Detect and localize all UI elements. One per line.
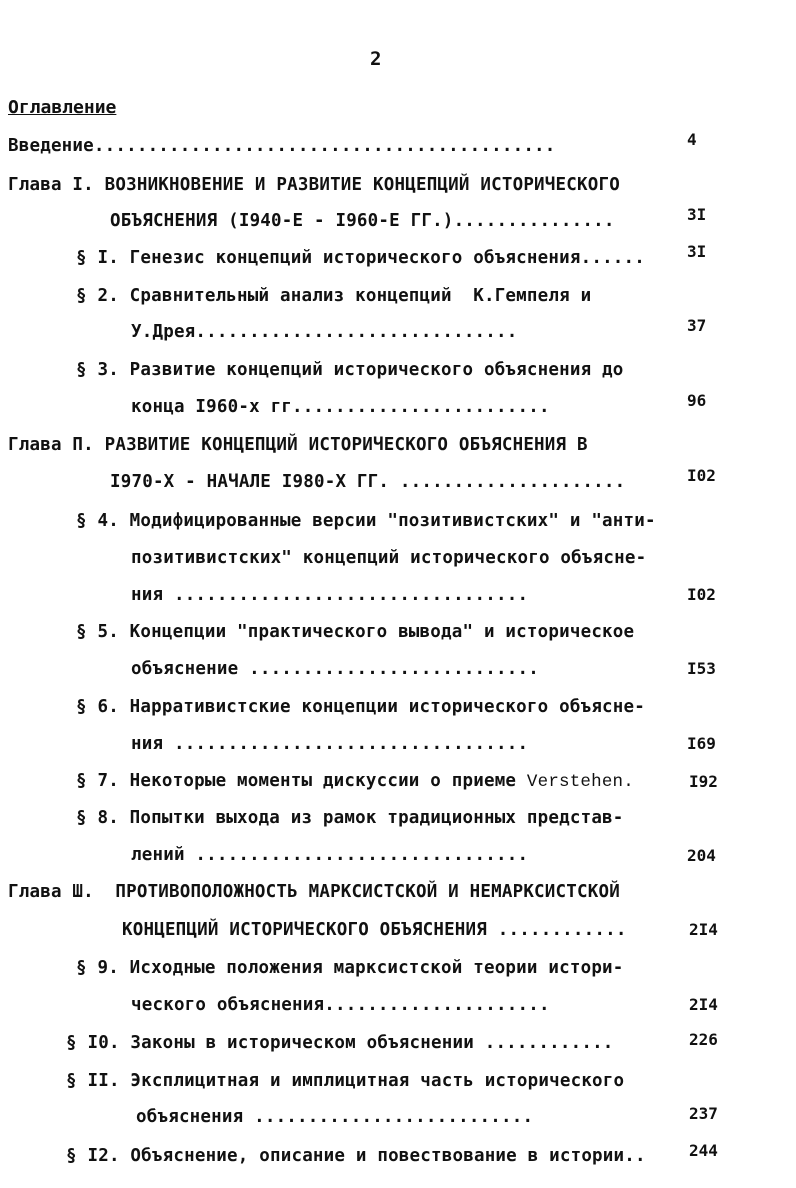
toc-page-section-5: I53 — [687, 659, 716, 678]
toc-page-chapter-2: I02 — [687, 466, 716, 485]
toc-chapter-1-line1: Глава I. ВОЗНИКНОВЕНИЕ И РАЗВИТИЕ КОНЦЕПЦИЙ ИСТОРИЧЕСКОГО — [8, 175, 620, 195]
page-number: 2 — [370, 48, 382, 70]
toc-section-9-line1: § 9. Исходные положения марксистской теории истори- — [76, 958, 624, 978]
toc-chapter-2-line2: I970-Х - НАЧАЛЕ I980-Х ГГ. ..................... — [110, 472, 626, 492]
toc-heading: Оглавление — [8, 97, 117, 118]
toc-page-section-6: I69 — [687, 734, 716, 753]
toc-section-3-line1: § 3. Развитие концепций исторического объяснения до — [76, 360, 624, 380]
toc-chapter-3-line1: Глава Ш. ПРОТИВОПОЛОЖНОСТЬ МАРКСИСТСКОЙ И НЕМАРКСИСТСКОЙ — [8, 882, 620, 902]
toc-chapter-3-line2: КОНЦЕПЦИЙ ИСТОРИЧЕСКОГО ОБЪЯСНЕНИЯ ............ — [122, 920, 627, 940]
toc-page-chapter-3: 2I4 — [689, 920, 718, 939]
toc-page-section-9: 2I4 — [689, 995, 718, 1014]
toc-section-4-line2: позитивистских" концепций исторического объясне- — [131, 548, 647, 568]
toc-page-section-4: I02 — [687, 585, 716, 604]
toc-page-intro: 4 — [687, 130, 697, 149]
toc-section-11-line2: объяснения .......................... — [136, 1107, 534, 1127]
toc-page-section-2: 37 — [687, 316, 707, 335]
toc-section-8-line2: лений ............................... — [131, 845, 529, 865]
toc-section-5-line2: объяснение ........................... — [131, 659, 539, 679]
toc-section-8-line1: § 8. Попытки выхода из рамок традиционных представ- — [76, 808, 624, 828]
toc-page-section-3: 96 — [687, 391, 707, 410]
toc-section-1: § I. Генезис концепций исторического объяснения...... — [76, 248, 646, 268]
toc-entry-intro: Введение........................................... — [8, 136, 556, 156]
toc-section-2-line1: § 2. Сравнительный анализ концепций К.Гемпеля и — [76, 286, 592, 306]
toc-section-12: § I2. Объяснение, описание и повествование в истории.. — [66, 1146, 646, 1166]
toc-section-2-line2: У.Дрея.............................. — [131, 322, 518, 342]
toc-page-section-12: 244 — [689, 1141, 718, 1160]
toc-page-section-1: 3I — [687, 242, 707, 261]
toc-page-section-11: 237 — [689, 1104, 718, 1123]
toc-section-5-line1: § 5. Концепции "практического вывода" и историческое — [76, 622, 635, 642]
toc-chapter-1-line2: ОБЪЯСНЕНИЯ (I940-Е - I960-Е ГГ.)............... — [110, 211, 615, 231]
toc-page-section-10: 226 — [689, 1030, 718, 1049]
toc-section-4-line3: ния ................................. — [131, 585, 529, 605]
toc-page-section-8: 204 — [687, 846, 716, 865]
toc-page-chapter-1: 3I — [687, 205, 707, 224]
toc-chapter-2-line1: Глава П. РАЗВИТИЕ КОНЦЕПЦИЙ ИСТОРИЧЕСКОГО ОБЪЯСНЕНИЯ В — [8, 435, 588, 455]
toc-section-4-line1: § 4. Модифицированные версии "позитивистских" и "анти- — [76, 511, 656, 531]
toc-section-3-line2: конца I960-х гг........................ — [131, 397, 550, 417]
toc-section-10: § I0. Законы в историческом объяснении ............ — [66, 1033, 614, 1053]
toc-section-6-line2: ния ................................. — [131, 734, 529, 754]
latin-term: Verstehen. — [526, 772, 634, 792]
toc-section-9-line2: ческого объяснения..................... — [131, 995, 550, 1015]
toc-section-11-line1: § II. Эксплицитная и имплицитная часть исторического — [66, 1071, 625, 1091]
toc-section-6-line1: § 6. Нарративистские концепции исторического объясне- — [76, 697, 646, 717]
toc-section-7: § 7. Некоторые моменты дискуссии о приеме Verstehen. — [76, 771, 634, 792]
toc-page-section-7: I92 — [689, 772, 718, 791]
